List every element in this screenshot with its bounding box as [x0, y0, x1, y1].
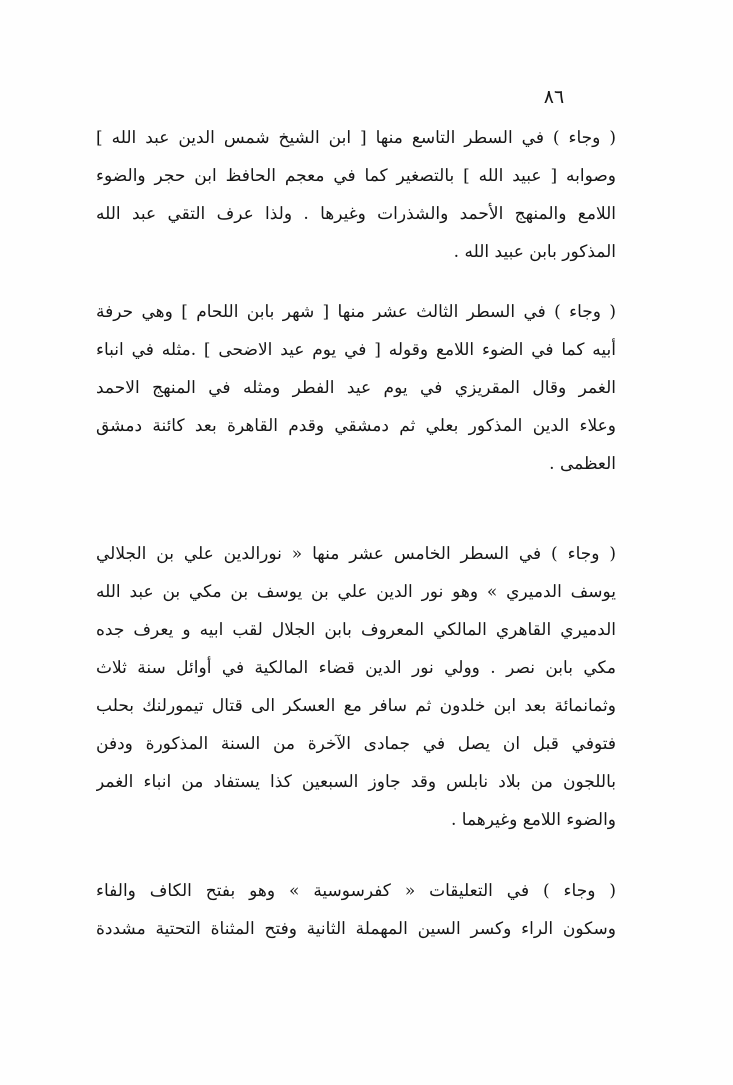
- text-line: أبيه كما في الضوء اللامع وقوله [ في يوم عيد الاضحى ] .مثله في انباء: [96, 340, 616, 360]
- text-line: باللجون من بلاد نابلس وقد جاوز السبعين كذا يستفاد من انباء الغمر: [96, 772, 616, 792]
- text-line: ( وجاء ) في السطر التاسع منها [ ابن الشيخ شمس الدين عبد الله ]: [96, 128, 616, 148]
- text-line: اللامع والمنهج الأحمد والشذرات وغيرها . ولذا عرف التقي عبد الله: [96, 204, 616, 224]
- text-line: المذكور بابن عبيد الله .: [453, 242, 616, 262]
- text-line: وعلاء الدين المذكور بعلي ثم دمشقي وقدم القاهرة بعد كائنة دمشق: [96, 416, 616, 436]
- paragraph-3: [96, 535, 616, 839]
- paragraph-2: [96, 293, 616, 483]
- text-line: وثمانمائة بعد ابن خلدون ثم سافر مع العسكر الى قتال تيمورلنك بحلب: [96, 696, 616, 716]
- paragraph-4: [96, 872, 616, 948]
- text-line: يوسف الدميري » وهو نور الدين علي بن يوسف بن مكي بن عبد الله: [96, 582, 616, 602]
- text-line: ( وجاء ) في السطر الثالث عشر منها [ شهر بابن اللحام ] وهي حرفة: [96, 302, 616, 322]
- text-line: وصوابه [ عبيد الله ] بالتصغير كما في معجم الحافظ ابن حجر والضوء: [96, 166, 616, 186]
- page-number: ٨٦: [543, 86, 565, 108]
- text-line: والضوء اللامع وغيرهما .: [450, 810, 616, 830]
- text-line: وسكون الراء وكسر السين المهملة الثانية وفتح المثناة التحتية مشددة: [96, 919, 616, 939]
- paragraph-1: [96, 119, 616, 271]
- text-line: ( وجاء ) في التعليقات « كفرسوسية » وهو بفتح الكاف والفاء: [96, 881, 616, 901]
- text-line: فتوفي قبل ان يصل في جمادى الآخرة من السنة المذكورة ودفن: [96, 734, 616, 754]
- text-line: العظمى .: [549, 454, 616, 474]
- text-line: مكي بابن نصر . وولي نور الدين قضاء المالكية في أوائل سنة ثلاث: [96, 658, 616, 678]
- text-line: ( وجاء ) في السطر الخامس عشر منها « نورالدين علي بن الجلالي: [96, 544, 616, 564]
- text-line: الدميري القاهري المالكي المعروف بابن الجلال لقب ابيه و يعرف جده: [96, 620, 616, 640]
- text-line: الغمر وقال المقريزي في يوم عيد الفطر ومثله في المنهج الاحمد: [96, 378, 616, 398]
